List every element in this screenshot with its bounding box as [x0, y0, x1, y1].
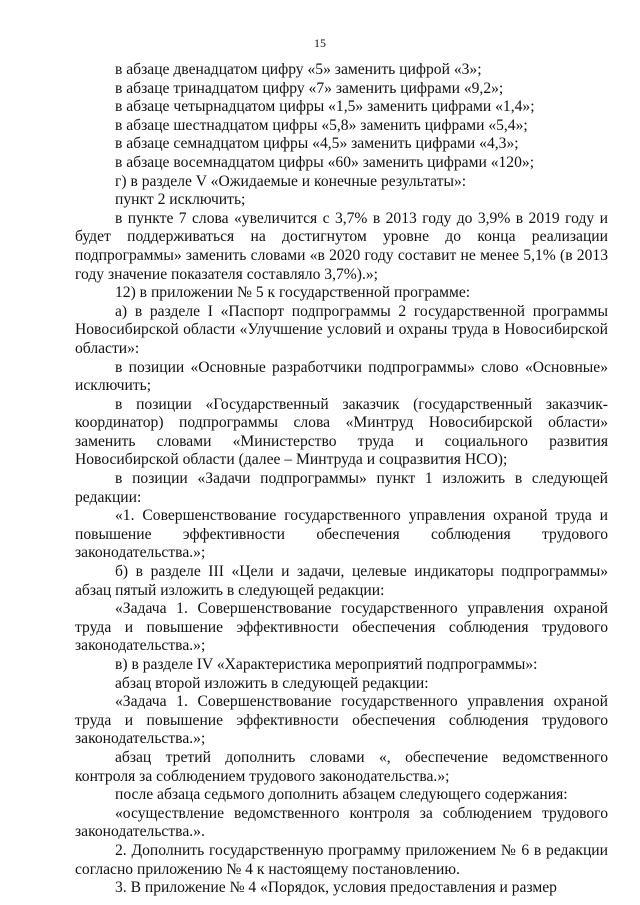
paragraph: г) в разделе V «Ожидаемые и конечные результаты»: [115, 172, 467, 190]
paragraph: в абзаце тринадцатом цифру «7» заменить цифрами «9,2»; [115, 79, 504, 97]
paragraph: в) в разделе IV «Характеристика мероприятий подпрограммы»: [115, 656, 538, 673]
paragraph: 3. В приложение № 4 «Порядок, условия предоставления и размер [115, 879, 557, 897]
paragraph: в пункте 7 слова «увеличится с 3,7% в 2013 году до 3,9% в 2019 году и будет поддерживаться на достигнутом уровне до конца реализации подпрограммы» заменить словами «в 2020 году составит не менее 5,1% (в 2013 году значение показателя составляло 3,7%).»; [75, 209, 608, 283]
paragraph: абзац второй изложить в следующей редакции: [115, 674, 429, 692]
paragraph: в позиции «Государственный заказчик (государственный заказчик-координатор) подпрограммы слова «Минтруд Новосибирской области» заменить словами «Министерство труда и социального развития Новосибирской области (далее – Минтруда и соцразвития НСО); [75, 395, 608, 469]
paragraph: «осуществление ведомственного контроля за соблюдением трудового законодательства.». [75, 804, 608, 841]
paragraph: в абзаце двенадцатом цифру «5» заменить цифрой «3»; [115, 61, 482, 78]
paragraph: «Задача 1. Совершенствование государственного управления охраной труда и повышение эффективности обеспечения соблюдения трудового законодательства.»; [75, 600, 608, 655]
paragraph: а) в разделе I «Паспорт подпрограммы 2 государственной программы Новосибирской области «Улучшение условий и охраны труда в Новосибирской области»: [75, 302, 608, 357]
paragraph: в абзаце шестнадцатом цифры «5,8» заменить цифрами «5,4»; [115, 116, 528, 134]
document-body [75, 61, 608, 898]
paragraph: абзац третий дополнить словами «, обеспечение ведомственного контроля за соблюдением трудового законодательства.»; [75, 748, 608, 785]
paragraph: «Задача 1. Совершенствование государственного управления охраной труда и повышение эффективности обеспечения соблюдения трудового законодательства.»; [75, 693, 608, 748]
paragraph: в позиции «Задачи подпрограммы» пункт 1 изложить в следующей редакции: [75, 470, 608, 506]
paragraph: «1. Совершенствование государственного управления охраной труда и повышение эффективности обеспечения соблюдения трудового законодательства.»; [75, 507, 608, 562]
paragraph: в абзаце семнадцатом цифры «4,5» заменить цифрами «4,3»; [115, 135, 519, 153]
paragraph: б) в разделе III «Цели и задачи, целевые индикаторы подпрограммы» абзац пятый изложить в следующей редакции: [75, 563, 608, 599]
paragraph: в абзаце восемнадцатом цифры «60» заменить цифрами «120»; [115, 153, 535, 171]
paragraph: в абзаце четырнадцатом цифры «1,5» заменить цифрами «1,4»; [115, 98, 535, 116]
paragraph: в позиции «Основные разработчики подпрограммы» слово «Основные» исключить; [75, 358, 608, 395]
page-number: 15 [314, 36, 326, 50]
paragraph: после абзаца седьмого дополнить абзацем следующего содержания: [115, 786, 568, 804]
paragraph: 12) в приложении № 5 к государственной программе: [115, 284, 471, 302]
paragraph: 2. Дополнить государственную программу приложением № 6 в редакции согласно приложению № 4 к настоящему постановлению. [75, 841, 608, 878]
paragraph: пункт 2 исключить; [115, 191, 246, 209]
